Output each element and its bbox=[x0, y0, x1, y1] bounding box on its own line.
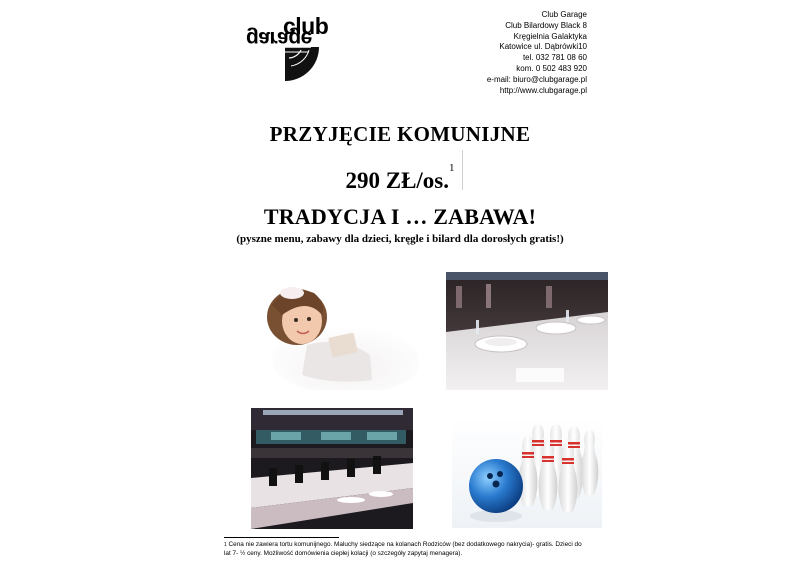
page-title: PRZYJĘCIE KOMUNIJNE bbox=[269, 122, 531, 146]
footnote-ref: 1 bbox=[224, 542, 227, 548]
girl-photo bbox=[252, 275, 418, 390]
contact-billiards: Club Bilardowy Black 8 bbox=[505, 20, 587, 30]
subtitle: (pyszne menu, zabawy dla dzieci, kręgle i bilard dla dorosłych gratis!) bbox=[236, 233, 564, 245]
contact-mobile: kom. 0 502 483 920 bbox=[516, 63, 587, 73]
contact-email: e-mail: biuro@clubgarage.pl bbox=[486, 74, 587, 84]
logo-word-club: club bbox=[283, 13, 329, 39]
logo-word-garage: garage bbox=[246, 27, 312, 50]
price-text: 290 ZŁ/os. bbox=[345, 168, 450, 193]
footnote-text: Cena nie zawiera tortu komunijnego. Maluchy siedzące na kolanach Rodziców (bez dodatkowego nakrycia)- gratis. Dzieci do lat 7- ½ ceny. Możliwość domówienia ciepłej kolacji (o szczegóły zapytaj menagera). bbox=[224, 541, 582, 557]
footnote-divider bbox=[224, 537, 339, 538]
table-setting-photo bbox=[446, 272, 608, 390]
hall-photo bbox=[251, 408, 413, 529]
contact-address: Katowice ul. Dąbrówki10 bbox=[499, 42, 587, 52]
contact-phone: tel. 032 781 08 60 bbox=[522, 53, 587, 63]
contact-website: http://www.clubgarage.pl bbox=[499, 85, 587, 95]
bowling-photo bbox=[452, 418, 602, 528]
contact-bowling: Kręgielnia Galaktyka bbox=[513, 31, 587, 41]
slogan: TRADYCJA I … ZABAWA! bbox=[263, 204, 537, 229]
contact-block bbox=[487, 10, 587, 96]
price-footnote-ref: 1 bbox=[449, 162, 455, 174]
footnote bbox=[224, 541, 584, 558]
price-line bbox=[0, 162, 800, 194]
contact-name: Club Garage bbox=[541, 10, 587, 19]
